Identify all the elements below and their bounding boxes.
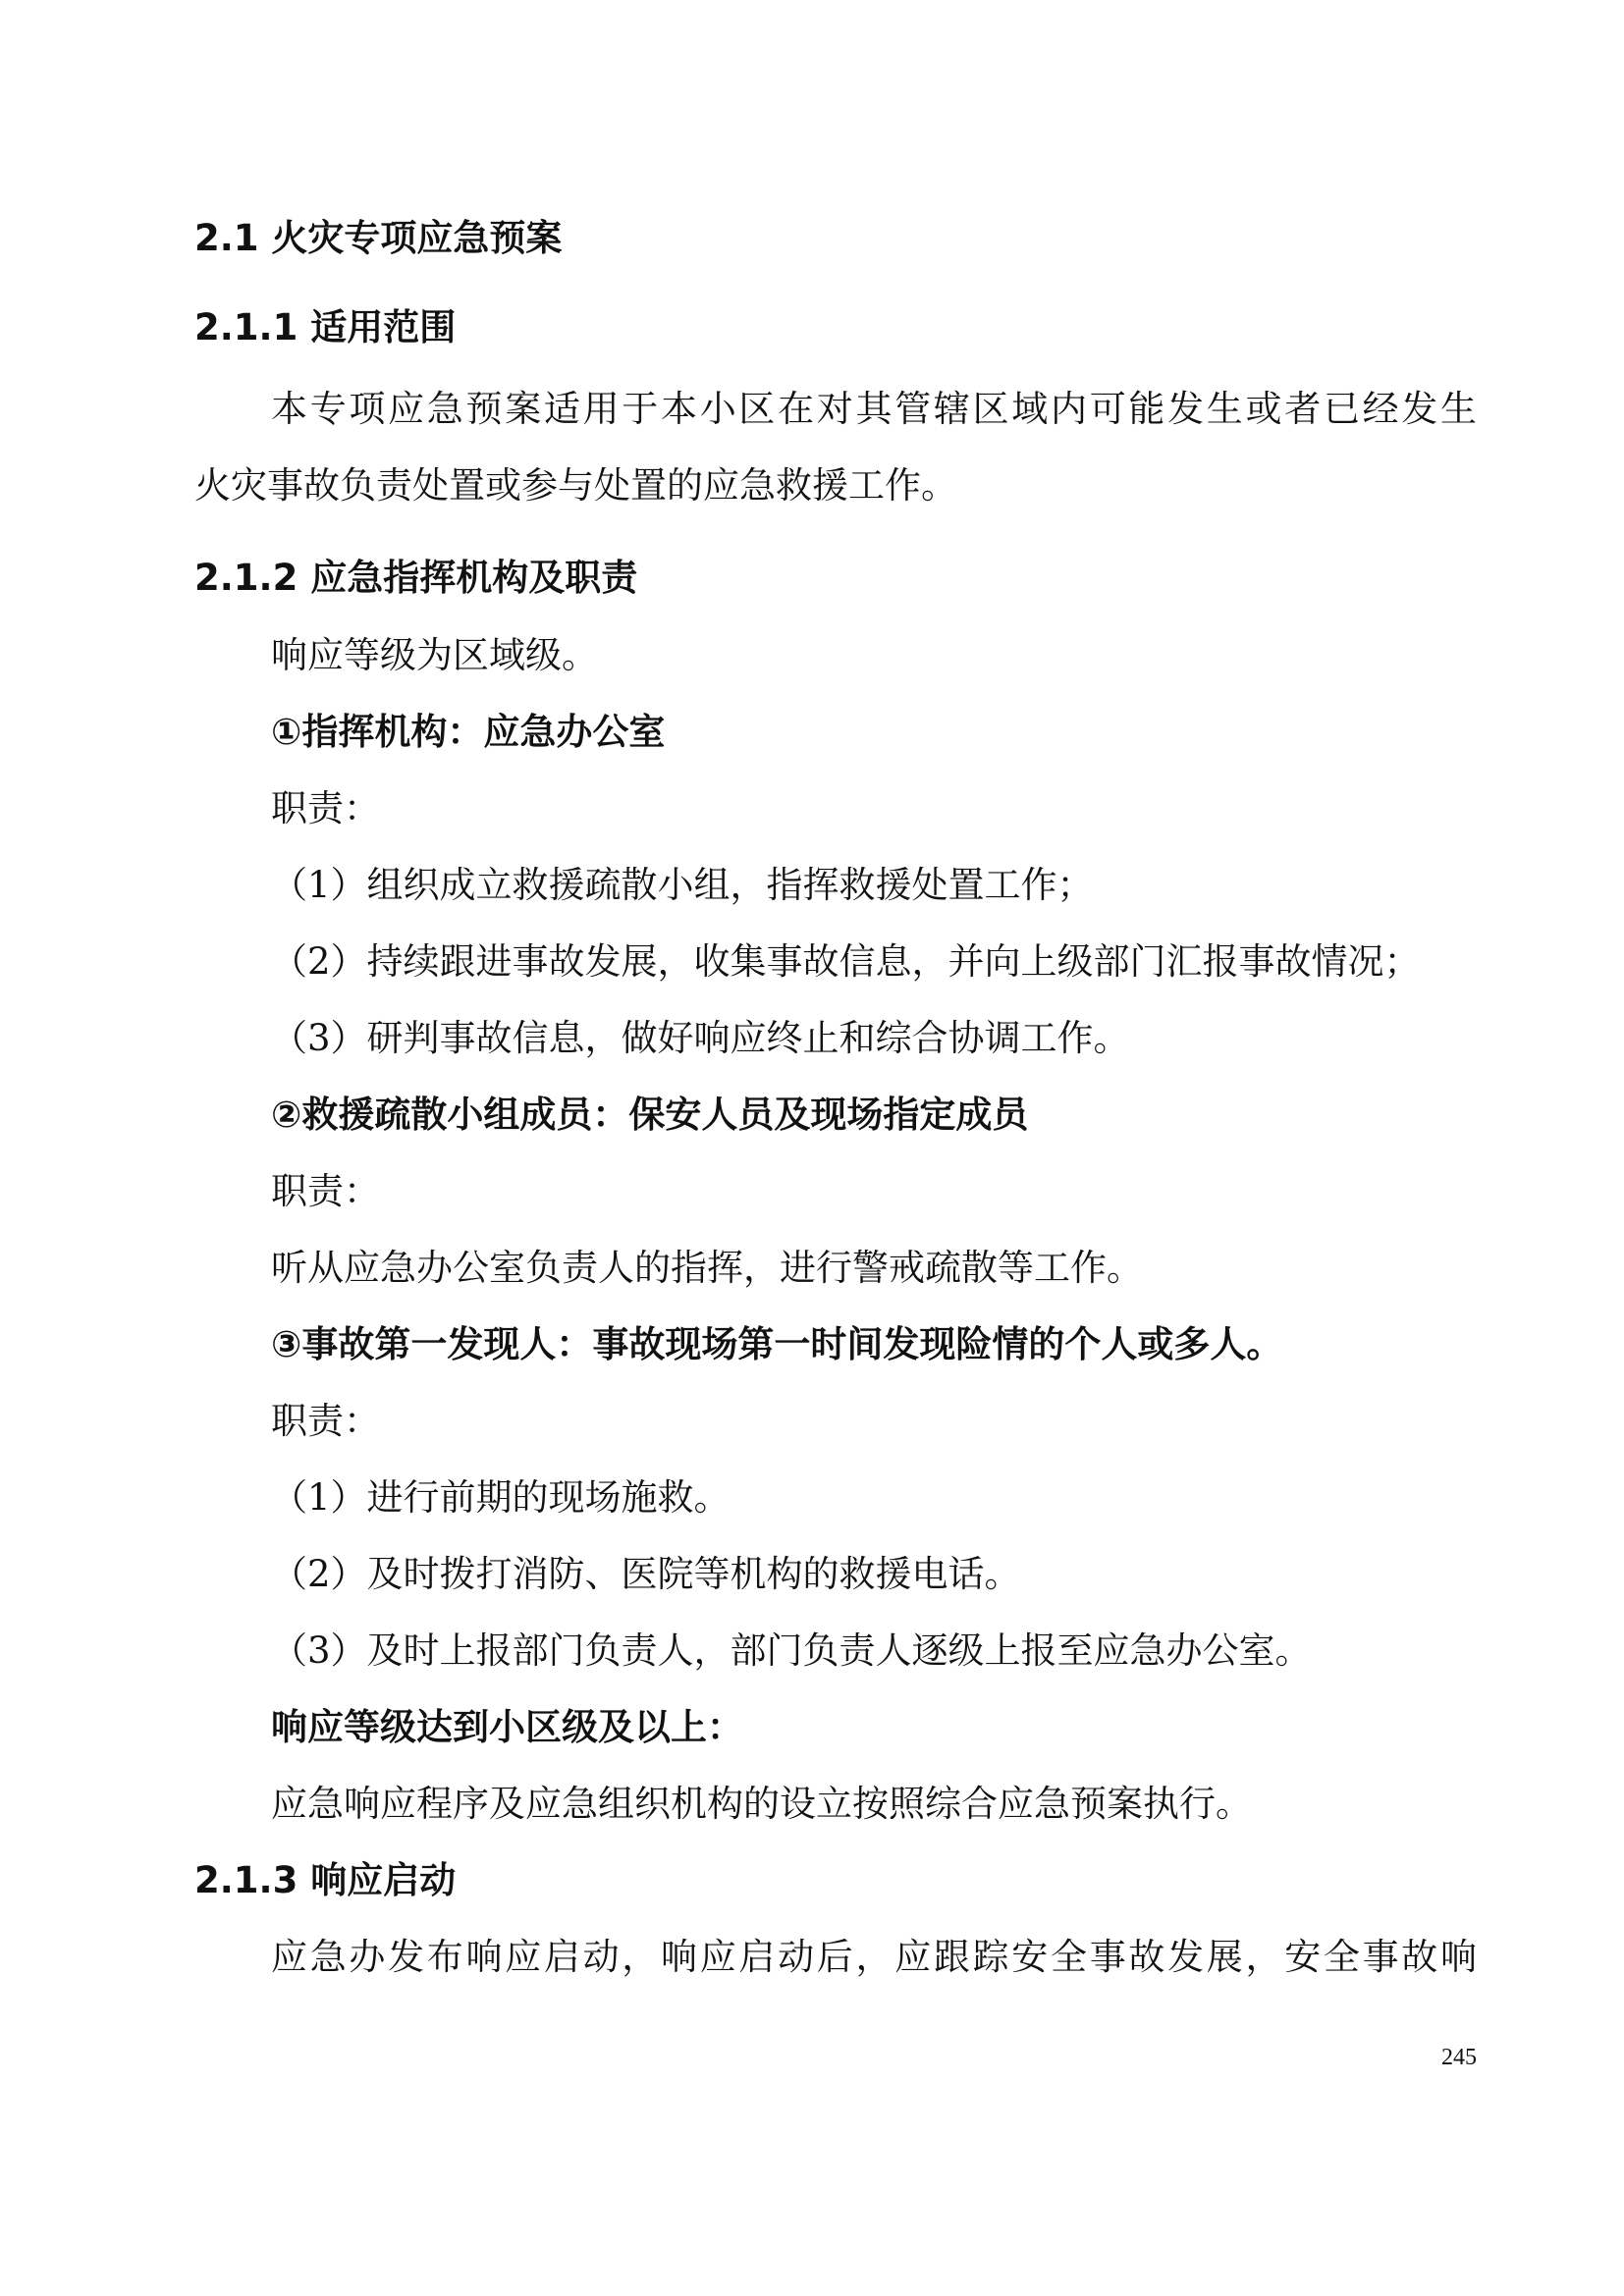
activation-paragraph-line-1: 应急办发布响应启动，响应启动后，应跟踪安全事故发展，安全事故响 (271, 1936, 1477, 1978)
rescue-duties-label: 职责： (271, 1170, 380, 1212)
discoverer-duty-3: （3）及时上报部门负责人，部门负责人逐级上报至应急办公室。 (271, 1629, 1312, 1672)
discoverer-duty-2: （2）及时拨打消防、医院等机构的救援电话。 (271, 1553, 1021, 1595)
scope-paragraph-line-2: 火灾事故负责处置或参与处置的应急救援工作。 (194, 464, 957, 507)
rescue-team-title: ②救援疏散小组成员：保安人员及现场指定成员 (271, 1094, 1029, 1136)
office-duties-label: 职责： (271, 787, 380, 829)
activation-heading: 2.1.3 响应启动 (194, 1859, 457, 1901)
office-duty-2: （2）持续跟进事故发展，收集事故信息，并向上级部门汇报事故情况； (271, 940, 1421, 983)
scope-heading: 2.1.1 适用范围 (194, 306, 457, 348)
office-title: ①指挥机构：应急办公室 (271, 711, 666, 753)
command-heading: 2.1.2 应急指挥机构及职责 (194, 557, 638, 599)
scope-paragraph-line-1: 本专项应急预案适用于本小区在对其管辖区域内可能发生或者已经发生 (271, 388, 1477, 430)
discoverer-duty-1: （1）进行前期的现场施救。 (271, 1476, 731, 1519)
rescue-duty: 听从应急办公室负责人的指挥，进行警戒疏散等工作。 (271, 1247, 1143, 1289)
discoverer-duties-label: 职责： (271, 1400, 380, 1442)
office-duty-1: （1）组织成立救援疏散小组，指挥救援处置工作； (271, 864, 1094, 906)
higher-level-text: 应急响应程序及应急组织机构的设立按照综合应急预案执行。 (271, 1783, 1252, 1825)
higher-level-title: 响应等级达到小区级及以上： (271, 1706, 743, 1748)
office-duty-3: （3）研判事故信息，做好响应终止和综合协调工作。 (271, 1017, 1130, 1059)
response-level-text: 响应等级为区域级。 (271, 634, 598, 676)
section-heading: 2.1 火灾专项应急预案 (194, 217, 563, 259)
first-discoverer-title: ③事故第一发现人：事故现场第一时间发现险情的个人或多人。 (271, 1323, 1283, 1365)
page-number: 245 (1441, 2045, 1477, 2070)
